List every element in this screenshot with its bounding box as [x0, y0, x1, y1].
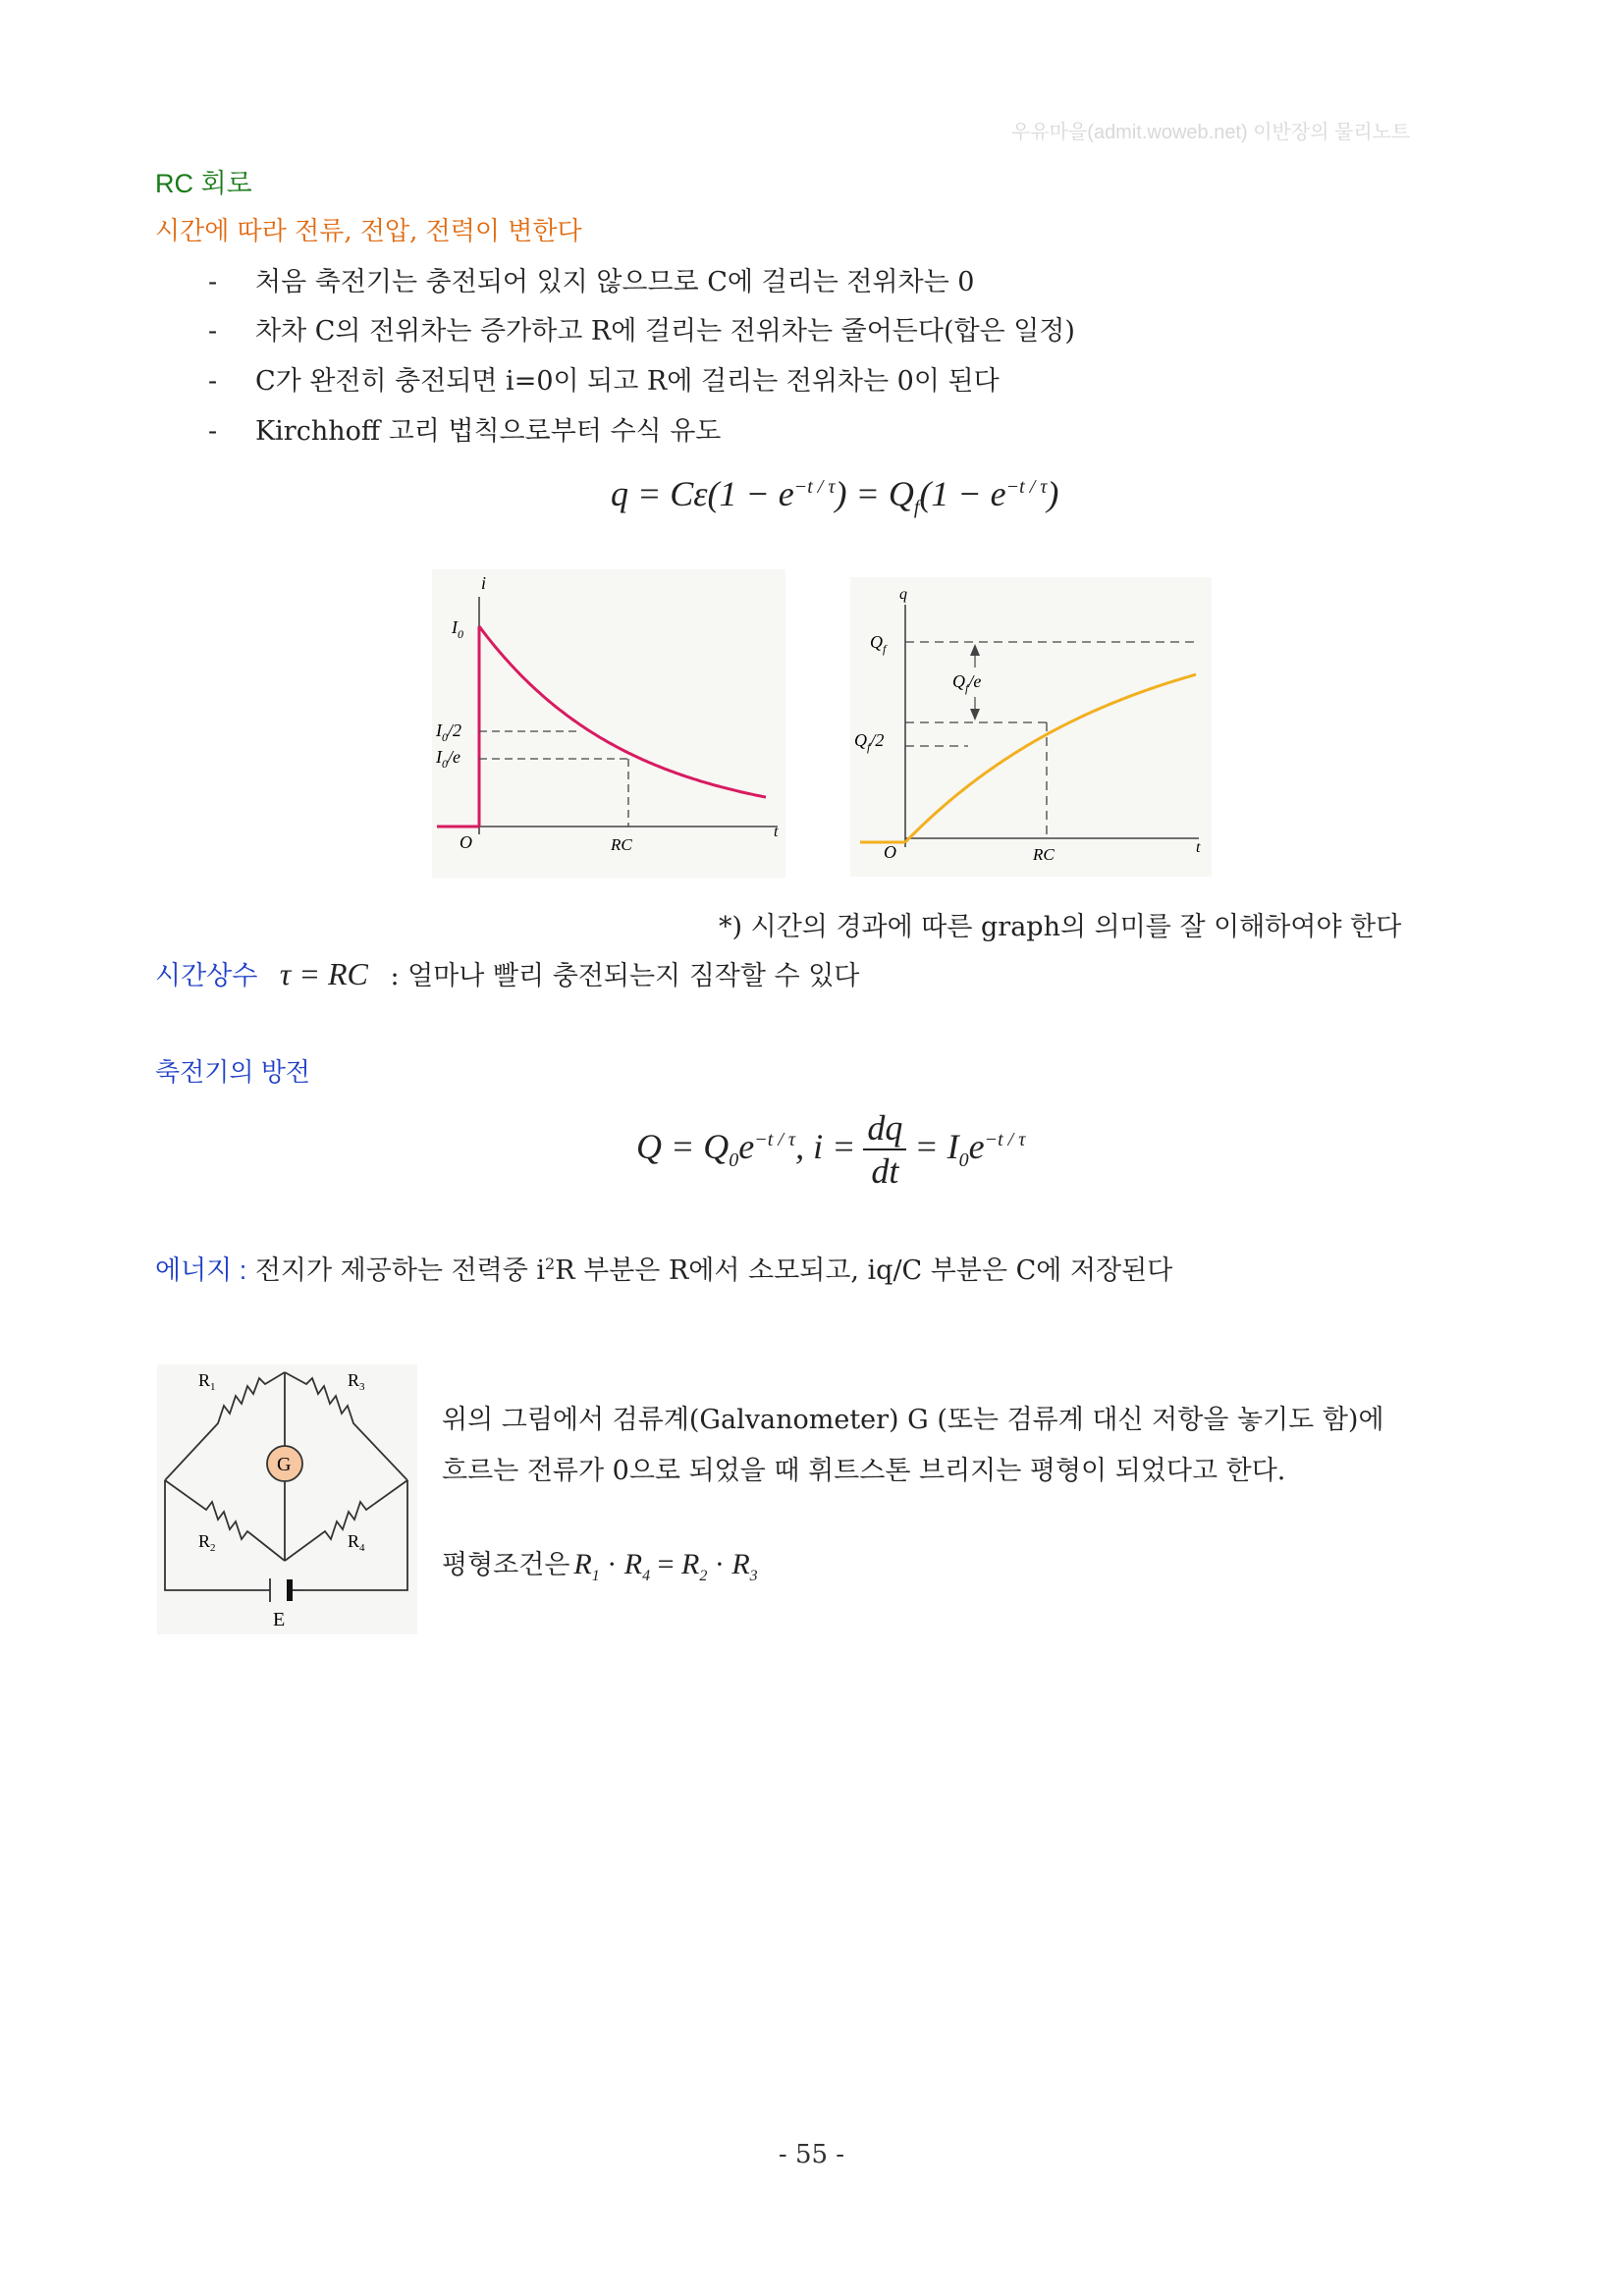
label-qf-half: $Q_f/2$	[854, 730, 885, 754]
axis-label-y: q	[899, 586, 907, 603]
bullet-marker: -	[208, 366, 218, 397]
label-rc: RC	[1033, 845, 1055, 864]
label-rc: RC	[611, 835, 632, 854]
discharge-equation: $Q = Q_0e^{-t / \tau}$, i = $\frac{dq}{dt}$ = $I_0e^{-t / \tau}$	[636, 1108, 1026, 1191]
bullet-item: - C가 완전히 충전되면 i=0이 되고 R에 걸리는 전위차는 0이 된다	[208, 366, 1000, 397]
page-header-source: 우유마을(admit.woweb.net) 이반장의 물리노트	[1011, 122, 1411, 143]
bullet-item: - 차차 C의 전위차는 증가하고 R에 걸리는 전위차는 줄어든다(합은 일정)	[208, 316, 1075, 347]
section-title-discharge: 축전기의 방전	[155, 1057, 310, 1087]
time-constant-label: 시간상수	[155, 961, 258, 990]
label-qf-e: $Q_f/e$	[952, 671, 982, 695]
bullet-marker: -	[208, 267, 218, 297]
current-decay-graph	[432, 569, 785, 879]
charge-growth-graph	[850, 577, 1212, 877]
bridge-text-line1: 위의 그림에서 검류계(Galvanometer) G (또는 검류계 대신 저항을 놓기도 함)에	[442, 1405, 1384, 1435]
label-r1: $R_1$	[198, 1370, 216, 1393]
section-title-rc: RC 회로	[155, 169, 252, 198]
label-battery: E	[273, 1609, 286, 1630]
bullet-marker: -	[208, 416, 218, 447]
origin-label: O	[884, 842, 896, 862]
balance-label: 평형조건은	[442, 1550, 570, 1580]
wheatstone-bridge-diagram	[157, 1364, 417, 1634]
energy-line: 에너지 : 전지가 제공하는 전력중 $i^2R$ 부분은 R에서 소모되고, iq/C 부분은 C에 저장된다	[155, 1255, 1173, 1286]
axis-label-x: t	[774, 824, 779, 840]
label-i0-half: $I_0/2$	[436, 721, 462, 744]
graph-note: *) 시간의 경과에 따른 graph의 의미를 잘 이해하여야 한다	[719, 912, 1402, 942]
svg-text:G: G	[277, 1454, 292, 1475]
time-constant-line	[155, 954, 859, 992]
balance-condition	[442, 1543, 758, 1585]
battery-plate-thick	[287, 1579, 293, 1601]
label-qf: $Q_f$	[870, 632, 887, 656]
charge-equation: $q = C\varepsilon(1 - e^{-t / \tau}) = Q_f(1 - e^{-t / \tau})$	[611, 474, 1059, 519]
energy-label: 에너지 :	[155, 1255, 247, 1285]
label-r3: $R_3$	[348, 1370, 365, 1393]
time-constant-text: : 얼마나 빨리 충전되는지 짐작할 수 있다	[390, 961, 860, 991]
bullet-item: - 처음 축전기는 충전되어 있지 않으므로 C에 걸리는 전위차는 0	[208, 267, 975, 297]
page-number: - 55 -	[778, 2140, 845, 2169]
label-i0-e: $I_0/e$	[436, 747, 460, 771]
axis-label-y: i	[481, 573, 487, 593]
label-i0: $I_0$	[452, 617, 463, 641]
section-subtitle: 시간에 따라 전류, 전압, 전력이 변한다	[155, 217, 582, 246]
label-r2: $R_2$	[198, 1531, 216, 1554]
axis-label-x: t	[1196, 839, 1201, 856]
fraction: $\frac{dq}{dt}$	[863, 1107, 906, 1192]
bullet-marker: -	[208, 316, 218, 347]
balance-formula: $R_1 \cdot R_4 = R_2 \cdot R_3$	[573, 1548, 758, 1584]
label-r4: $R_4$	[348, 1531, 365, 1554]
bridge-text-line2: 흐르는 전류가 0으로 되었을 때 휘트스톤 브리지는 평형이 되었다고 한다.	[442, 1456, 1286, 1486]
bullet-item: - Kirchhoff 고리 법칙으로부터 수식 유도	[208, 416, 722, 447]
time-constant-formula: τ = RC	[279, 956, 368, 991]
origin-label: O	[460, 832, 472, 852]
